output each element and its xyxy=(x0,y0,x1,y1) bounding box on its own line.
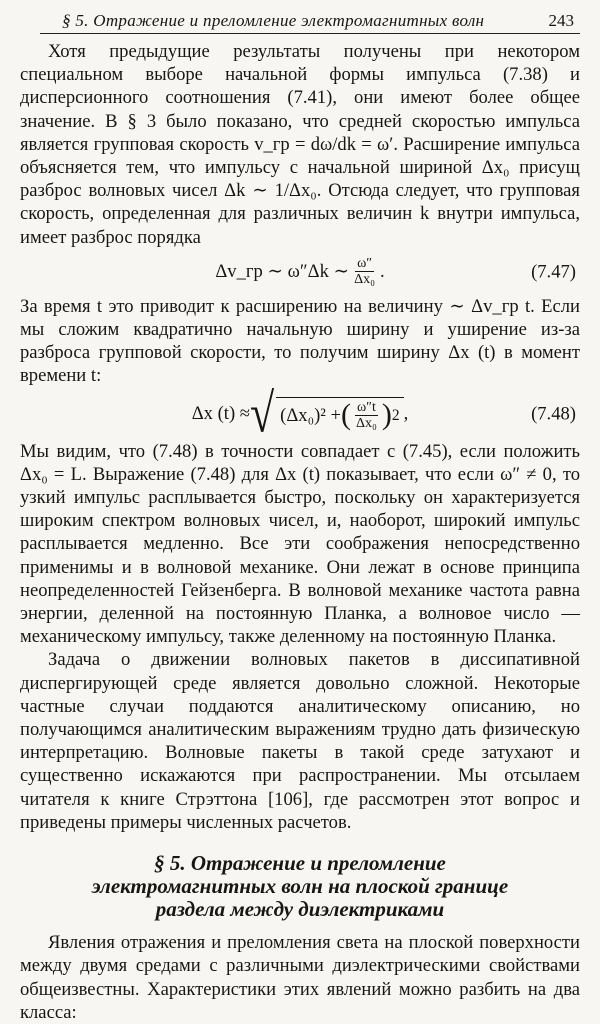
equation-7-47 xyxy=(20,252,580,292)
paragraph-1: Хотя предыдущие результаты получены при некотором специальном выборе начальной формы импульса (7.38) и дисперсионного соотношения (7.41), они имеют более общее значение. В § 3 было показано, что средней скоростью импульса является групповая скорость v_гр = dω/dk = ω′. Расширение импульса объясняется тем, что импульсу с начальной шириной Δx₀ присущ разброс волновых чисел Δk ∼ 1/Δx₀. Отсюда следует, что групповая скорость, определенная для различных величин k внутри импульса, имеет разброс порядка xyxy=(20,41,580,248)
eq-7-48-denominator: Δx₀ xyxy=(356,415,377,431)
eq-7-48-numerator: ω″t xyxy=(356,399,376,415)
section-title-line-3: раздела между диэлектриками xyxy=(155,897,445,922)
running-header xyxy=(40,8,580,34)
eq-7-48-fraction xyxy=(354,400,379,431)
running-title: § 5. Отражение и преломление электромагнитных волн xyxy=(62,11,485,30)
paragraph-3: Мы видим, что (7.48) в точности совпадает с (7.45), если положить Δx₀ = L. Выражение (7.48) для Δx (t) показывает, что если ω″ ≠ 0, то узкий импульс расплывается быстро, поскольку он характеризуется широким спектром волновых чисел, и, наоборот, широкий импульс расплывается медленно. Все эти соображения непосредственно применимы и в волновой механике. Они лежат в основе принципа неопределенностей Гейзенберга. В волновой механике частота равна энергии, деленной на постоянную Планка, а волновое число — механическому импульсу, также деленному на постоянную Планка. xyxy=(20,440,580,648)
eq-7-47-lhs: Δv_гр ∼ ω″Δk ∼ xyxy=(215,261,350,283)
page-body xyxy=(20,40,580,1024)
eq-7-48-tail: , xyxy=(403,403,409,425)
paragraph-5: Явления отражения и преломления света на плоской поверхности между двумя средами с различными диэлектрическими свойствами общеизвестны. Характеристики этих явлений можно разбить на два класса: xyxy=(20,932,580,1023)
page-number: 243 xyxy=(548,11,574,30)
section-title-line-1: § 5. Отражение и преломление xyxy=(154,851,446,876)
eq-7-48-radicand xyxy=(276,397,403,431)
eq-7-47-tail: . xyxy=(380,261,385,283)
eq-7-47-number: (7.47) xyxy=(531,261,576,283)
eq-7-47-fraction xyxy=(352,256,377,287)
eq-7-48-lhs: Δx (t) ≈ xyxy=(191,403,250,425)
eq-7-47-denominator: Δx₀ xyxy=(354,272,376,288)
eq-7-48-term1: (Δx₀)² + xyxy=(280,404,341,426)
left-paren-icon: ( xyxy=(341,398,351,432)
eq-7-47-numerator: ω″ xyxy=(357,256,373,272)
eq-7-48-power: 2 xyxy=(391,406,400,424)
right-paren-icon: ) xyxy=(381,398,392,432)
section-title xyxy=(20,852,580,921)
sqrt-sign-icon: √ xyxy=(250,382,275,444)
paragraph-2: За время t это приводит к расширению на величину ∼ Δv_гр t. Если мы сложим квадратично начальную ширину и уширение из-за разброса групповой скорости, то получим ширину Δx (t) в момент времени t: xyxy=(20,295,580,387)
paragraph-4: Задача о движении волновых пакетов в диссипативной диспергирующей среде является довольно сложной. Некоторые частные случаи поддаются аналитическому описанию, но получающимся аналитическим выражениям трудно дать физическую интерпретацию. Волновые пакеты в такой среде затухают и существенно искажаются при распространении. Мы отсылаем читателя к книге Стрэттона [106], где рассмотрен этот вопрос и приведены примеры численных расчетов. xyxy=(20,649,580,833)
eq-7-48-number: (7.48) xyxy=(531,403,576,425)
equation-7-48 xyxy=(20,382,580,444)
section-title-line-2: электромагнитных волн на плоской границе xyxy=(91,874,509,899)
